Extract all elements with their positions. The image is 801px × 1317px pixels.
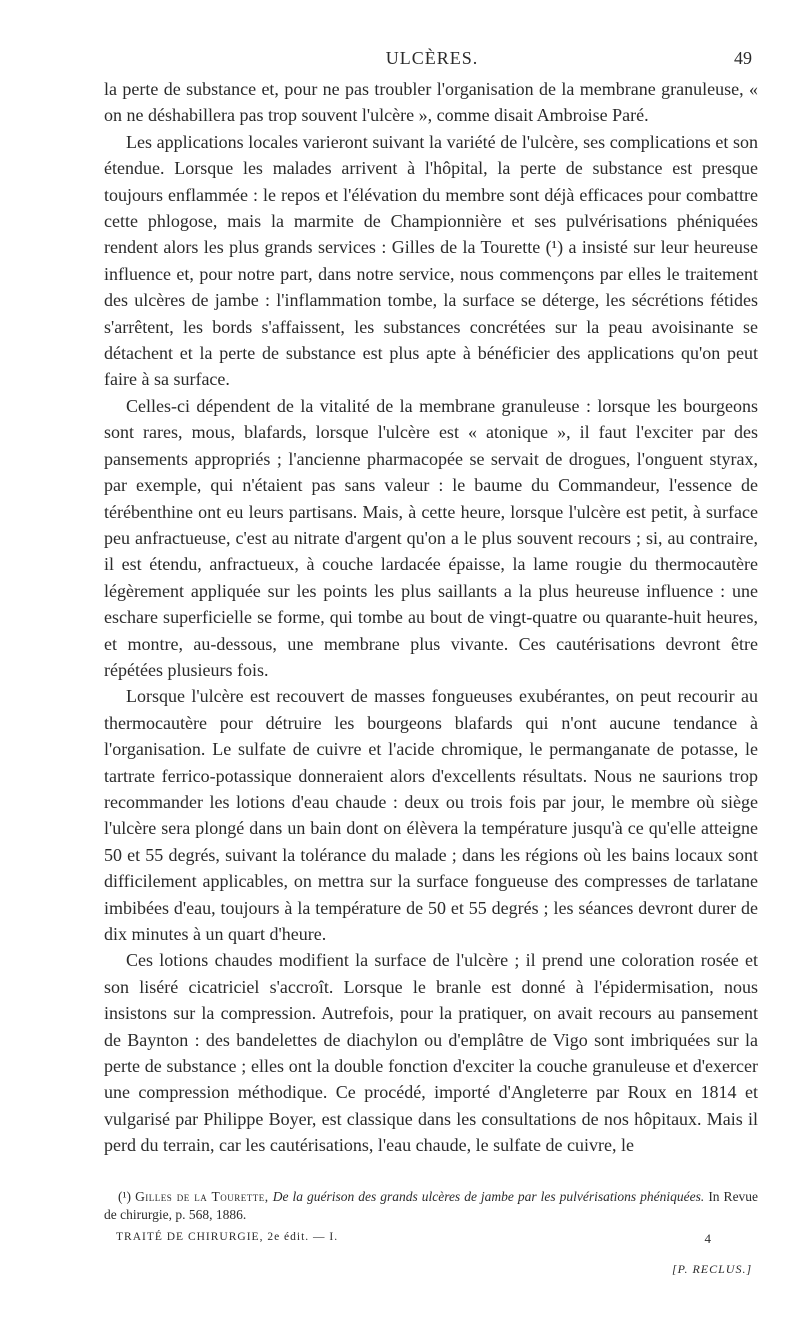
footnote — [104, 1188, 758, 1224]
body-text — [104, 76, 758, 1159]
page-header — [104, 48, 760, 72]
running-title: ULCÈRES. — [385, 48, 479, 68]
paragraph: Lorsque l'ulcère est recouvert de masses fongueuses exubérantes, on peut recourir au thermocautère pour détruire les bourgeons blafards qui n'ont aucune tendance à l'organisation. Le sulfate de cuivre et l'acide chromique, le permanganate de potasse, le tartrate ferrico-potassique donneraient alors d'excellents résultats. Nous ne saurions trop recommander les lotions d'eau chaude : deux ou trois fois par jour, le membre où siège l'ulcère sera plongé dans un bain dont on élèvera la température jusqu'à ce qu'elle atteigne 50 et 55 degrés, suivant la tolérance du malade ; dans les régions où les bains locaux sont difficilement applicables, on mettra sur la surface fongueuse des compresses de tarlatane imbibées d'eau, toujours à la température de 50 et 55 degrés ; les séances devront durer de dix minutes à un quart d'heure. — [104, 686, 758, 944]
paragraph: la perte de substance et, pour ne pas troubler l'organisation de la membrane granuleuse, « on ne déshabillera pas trop souvent l'ulcère », comme disait Ambroise Paré. — [104, 79, 758, 126]
author-stamp: [P. RECLUS.] — [672, 1262, 753, 1276]
paragraph: Les applications locales varieront suivant la variété de l'ulcère, ses complications et son étendue. Lorsque les malades arrivent à l'hôpital, la perte de substance est presque toujours enflammée : le repos et l'élévation du membre sont déjà efficaces pour combattre cette phlogose, mais la marmite de Championnière et ses pulvérisations phéniquées rendent alors les plus grands services : Gilles de la Tourette (¹) a insisté sur leur heureuse influence et, pour notre part, dans notre service, nous commençons par elles le traitement des ulcères de jambe : l'inflammation tombe, la surface se déterge, les sécrétions fétides s'arrêtent, les bords s'affaissent, les substances concrétées sur la peau avoisinante se détachent et la perte de substance est plus apte à bénéficier des applications qu'on peut faire à sa surface. — [104, 131, 758, 390]
footnote-title: De la guérison des grands ulcères de jambe par les pulvérisations phéniquées. — [272, 1189, 705, 1204]
footnote-source: In Revue de chirurgie, p. 568, 1886. — [104, 1189, 759, 1222]
footnote-author: Gilles de la Tourette, — [135, 1189, 269, 1204]
paragraph: Celles-ci dépendent de la vitalité de la membrane granuleuse : lorsque les bourgeons sont rares, mous, blafards, lorsque l'ulcère est « atonique », il faut l'exciter par des pansements appropriés ; l'ancienne pharmacopée se servait de drogues, l'onguent styrax, par exemple, qui n'étaient pas sans valeur : le baume du Commandeur, l'essence de térébenthine ont eu leurs partisans. Mais, à cette heure, lorsque l'ulcère est petit, à surface peu anfractueuse, c'est au nitrate d'argent qu'on a le plus souvent recours ; si, au contraire, il est étendu, anfractueux, à couche lardacée épaisse, la lame rougie du thermocautère légèrement appliquée sur les points les plus saillants a la plus heureuse influence : une eschare superficielle se forme, qui tombe au bout de vingt-quatre ou quarante-huit heures, et montre, au-dessous, une membrane plus vivante. Ces cautérisations devront être répétées plusieurs fois. — [104, 395, 758, 680]
footnote-marker: (¹) — [118, 1189, 132, 1204]
signature-number: 4 — [704, 1231, 712, 1246]
signature-text: TRAITÉ DE CHIRURGIE, 2e édit. — I. — [116, 1231, 339, 1243]
signature-line — [116, 1231, 756, 1246]
paragraph: Ces lotions chaudes modifient la surface de l'ulcère ; il prend une coloration rosée et son liséré cicatriciel s'accroît. Lorsque le branle est donné à l'épidermisation, nous insistons sur la compression. Autrefois, pour la pratiquer, on avait recours au pansement de Baynton : des bandelettes de diachylon ou d'emplâtre de Vigo sont imbriquées sur la perte de substance ; elles ont la double fonction d'exciter la couche granuleuse et d'exercer une compression méthodique. Ce procédé, importé d'Angleterre par Roux en 1814 et vulgarisé par Philippe Boyer, est classique dans les consultations de nos hôpitaux. Mais il perd du terrain, car les cautérisations, l'eau chaude, le sulfate de cuivre, le — [104, 950, 758, 1156]
page-number: 49 — [734, 48, 752, 68]
